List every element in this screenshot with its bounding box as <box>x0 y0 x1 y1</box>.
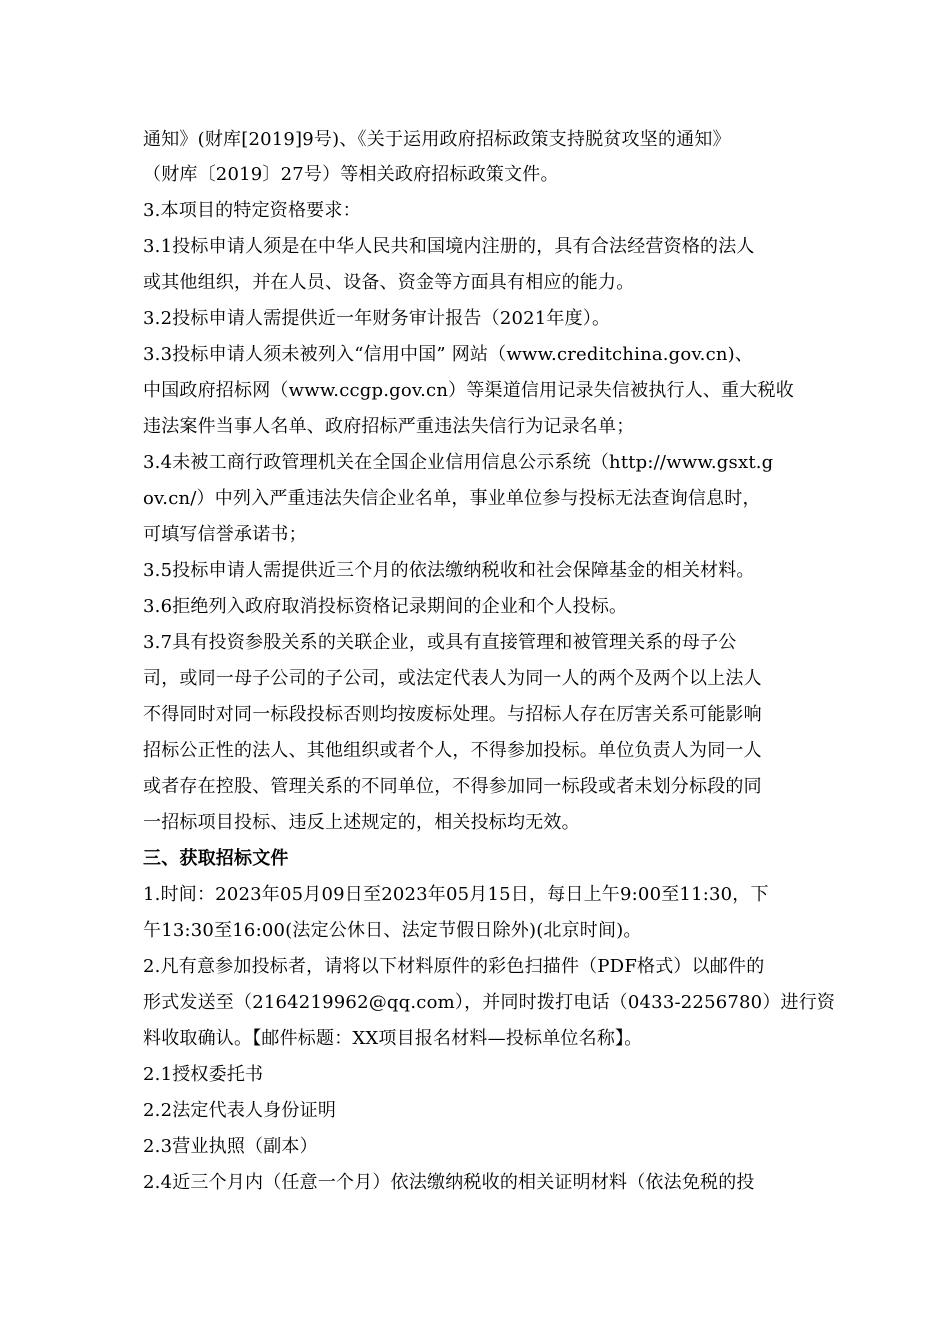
body-line: 或者存在控股、管理关系的不同单位，不得参加同一标段或者未划分标段的同 <box>143 776 762 797</box>
body-line: 3.6拒绝列入政府取消投标资格记录期间的企业和个人投标。 <box>143 596 628 617</box>
body-line: 3.4未被工商行政管理机关在全国企业信用信息公示系统（http://www.gsxt.g <box>143 452 774 473</box>
body-line: 午13:30至16:00(法定公休日、法定节假日除外)(北京时间)。 <box>143 920 642 941</box>
body-line: 2.4近三个月内（任意一个月）依法缴纳税收的相关证明材料（依法免税的投 <box>143 1172 755 1193</box>
section-heading: 三、获取招标文件 <box>143 848 289 869</box>
body-line: 司，或同一母子公司的子公司，或法定代表人为同一人的两个及两个以上法人 <box>143 668 762 689</box>
body-line: 2.凡有意参加投标者，请将以下材料原件的彩色扫描件（PDF格式）以邮件的 <box>143 956 765 977</box>
body-line: 1.时间：2023年05月09日至2023年05月15日，每日上午9:00至11:30，下 <box>143 884 769 905</box>
body-line: 违法案件当事人名单、政府招标严重违法失信行为记录名单； <box>143 416 635 437</box>
body-line: 料收取确认。【邮件标题：XX项目报名材料—投标单位名称】。 <box>143 1028 643 1049</box>
body-line: 通知》(财库[2019]9号)、《关于运用政府招标政策支持脱贫攻坚的通知》 <box>143 129 731 150</box>
body-line: 3.2投标申请人需提供近一年财务审计报告（2021年度）。 <box>143 308 611 329</box>
body-line: 不得同时对同一标段投标否则均按废标处理。与招标人存在厉害关系可能影响 <box>143 704 762 725</box>
body-line: 2.3营业执照（副本） <box>143 1136 318 1157</box>
body-line: 招标公正性的法人、其他组织或者个人，不得参加投标。单位负责人为同一人 <box>143 740 762 761</box>
body-line: ov.cn/）中列入严重违法失信企业名单，事业单位参与投标无法查询信息时， <box>143 488 761 509</box>
body-line: 3.5投标申请人需提供近三个月的依法缴纳税收和社会保障基金的相关材料。 <box>143 560 755 581</box>
body-line: 3.7具有投资参股关系的关联企业，或具有直接管理和被管理关系的母子公 <box>143 632 737 653</box>
body-line: 2.2法定代表人身份证明 <box>143 1100 337 1121</box>
body-line: 或其他组织，并在人员、设备、资金等方面具有相应的能力。 <box>143 272 635 293</box>
body-line: 一招标项目投标、违反上述规定的，相关投标均无效。 <box>143 812 580 833</box>
body-line: （财库〔2019〕27号）等相关政府招标政策文件。 <box>143 164 559 185</box>
body-line: 3.3投标申请人须未被列入“信用中国” 网站（www.creditchina.gov.cn)、 <box>143 344 754 365</box>
body-line: 3.1投标申请人须是在中华人民共和国境内注册的，具有合法经营资格的法人 <box>143 236 755 257</box>
body-line: 中国政府招标网（www.ccgp.gov.cn）等渠道信用记录失信被执行人、重大税收 <box>143 380 794 401</box>
body-line: 2.1授权委托书 <box>143 1064 264 1085</box>
body-line: 可填写信誉承诺书； <box>143 524 307 545</box>
body-line: 3.本项目的特定资格要求： <box>143 200 361 221</box>
body-line: 形式发送至（2164219962@qq.com），并同时拨打电话（0433-2256780）进行资 <box>143 992 836 1013</box>
